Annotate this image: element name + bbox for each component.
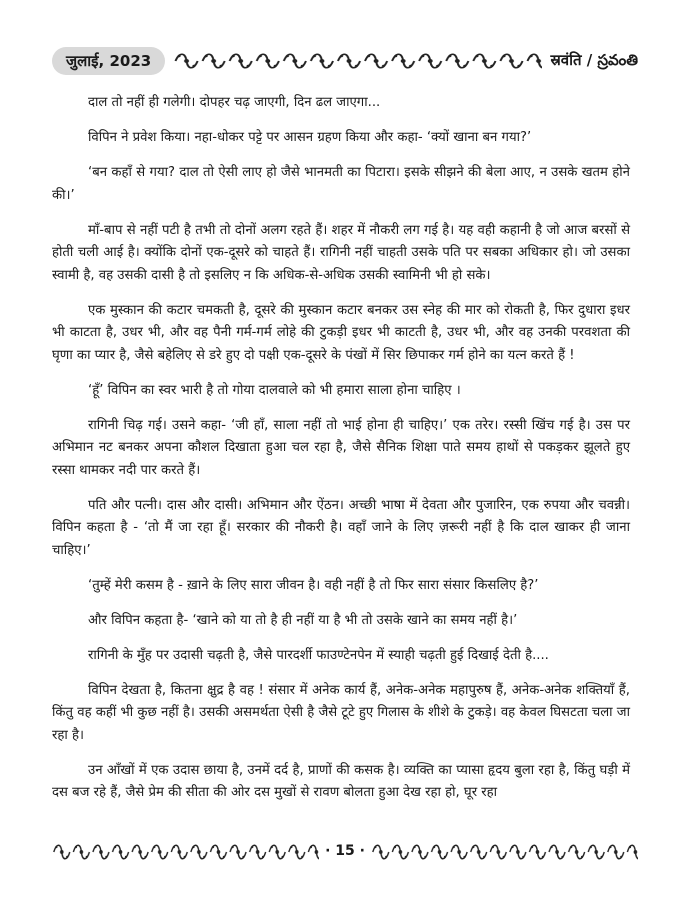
page-number: · 15 · [325, 843, 365, 859]
page-header [52, 44, 638, 78]
paragraph: विपिन देखता है, कितना क्षुद्र है वह ! संसार में अनेक कार्य हैं, अनेक-अनेक महापुरुष हैं, अनेक-अनेक शक्तियाँ हैं, किंतु वह कहीं भी कुछ नहीं है। उसकी असमर्थता ऐसी है जैसे टूटे हुए गिलास के शीशे के टुकड़े। वह केवल घिसटता चला जा रहा है। [52, 682, 630, 743]
page-number-value: 15 [335, 843, 355, 859]
paragraph: और विपिन कहता है- ‘खाने को या तो है ही नहीं या है भी तो उसके खाने का समय नहीं है।’ [88, 612, 518, 628]
paragraph: रागिनी चिढ़ गई। उसने कहा- ‘जी हाँ, साला नहीं तो भाई होना ही चाहिए।’ एक तरेर। रस्सी खिंच गई है। उस पर अभिमान नट बनकर अपना कौशल दिखाता हुआ चल रहा है, जैसे सैनिक शिक्षा पाते समय हाथों से पकड़कर झूलते हुए रस्सा थामकर नदी पार करते हैं। [52, 417, 630, 478]
paragraph: विपिन ने प्रवेश किया। नहा-धोकर पट्टे पर आसन ग्रहण किया और कहा- ‘क्यों खाना बन गया?’ [88, 130, 532, 145]
paragraph: रागिनी के मुँह पर उदासी चढ़ती है, जैसे पारदर्शी फाउण्टेनपेन में स्याही चढ़ती हुई दिखाई देती है.... [88, 647, 549, 663]
magazine-title: स्रवंति / స్రవంతి [550, 50, 638, 69]
paragraph: ‘तुम्हें मेरी कसम है - ख़ाने के लिए सारा जीवन है। वही नहीं है तो फिर सारा संसार किसलिए है?’ [88, 577, 539, 593]
paragraph: माँ-बाप से नहीं पटी है तभी तो दोनों अलग रहते हैं। शहर में नौकरी लग गई है। यह वही कहानी है जो आज बरसों से होती चली आई है। क्योंकि दोनों एक-दूसरे को चाहते हैं। रागिनी नहीं चाहती उसके पति पर सबका अधिकार हो। जो उसका स्वामी है, वह उसकी दासी है तो इसलिए न कि अधिक-से-अधिक उसकी स्वामिनी भी हो सके। [52, 222, 630, 283]
article-body [52, 92, 630, 817]
paragraph: ‘हूँ’ विपिन का स्वर भारी है तो गोया दालवाले को भी हमारा साला होना चाहिए । [88, 382, 461, 398]
paragraph: उन आँखों में एक उदास छाया है, उनमें दर्द है, प्राणों की कसक है। व्यक्ति का प्यासा हृदय बुला रहा है, किंतु घड़ी में दस बज रहे हैं, जैसे प्रेम की सीता की ओर दस मुखों से रावण बोलता हुआ देख रहा हो, घूर रहा [52, 762, 630, 800]
paragraph: एक मुस्कान की कटार चमकती है, दूसरे की मुस्कान कटार बनकर उस स्नेह की मार को रोकती है, फिर दुधारा इधर भी काटता है, उधर भी, और वह पैनी गर्म-गर्म लोहे की टुकड़ी इधर भी काटती है, उधर भी, और वह उनकी परवशता की घृणा का प्यार है, जैसे बहेलिए से डरे हुए दो पक्षी एक-दूसरे के पंखों में सिर छिपाकर गर्म होने का यत्न करते हैं ! [52, 302, 630, 363]
page-footer [52, 838, 638, 864]
decorative-header-border [173, 50, 542, 72]
paragraph: ‘बन कहाँ से गया? दाल तो ऐसी लाए हो जैसे भानमती का पिटारा। इसके सीझने की बेला आए, न उसके खतम होने की।’ [52, 165, 630, 203]
decorative-footer-border-right [371, 841, 638, 861]
issue-date: जुलाई, 2023 [52, 47, 165, 75]
paragraph: पति और पत्नी। दास और दासी। अभिमान और ऐंठन। अच्छी भाषा में देवता और पुजारिन, एक रुपया और चवन्नी। विपिन कहता है - ‘तो मैं जा रहा हूँ। सरकार की नौकरी है। वहाँ जाने के लिए ज़रूरी नहीं है कि दाल खाकर ही जाना चाहिए।’ [52, 497, 630, 558]
paragraph: दाल तो नहीं ही गलेगी। दोपहर चढ़ जाएगी, दिन ढल जाएगा... [88, 95, 381, 110]
decorative-footer-border-left [52, 841, 319, 861]
